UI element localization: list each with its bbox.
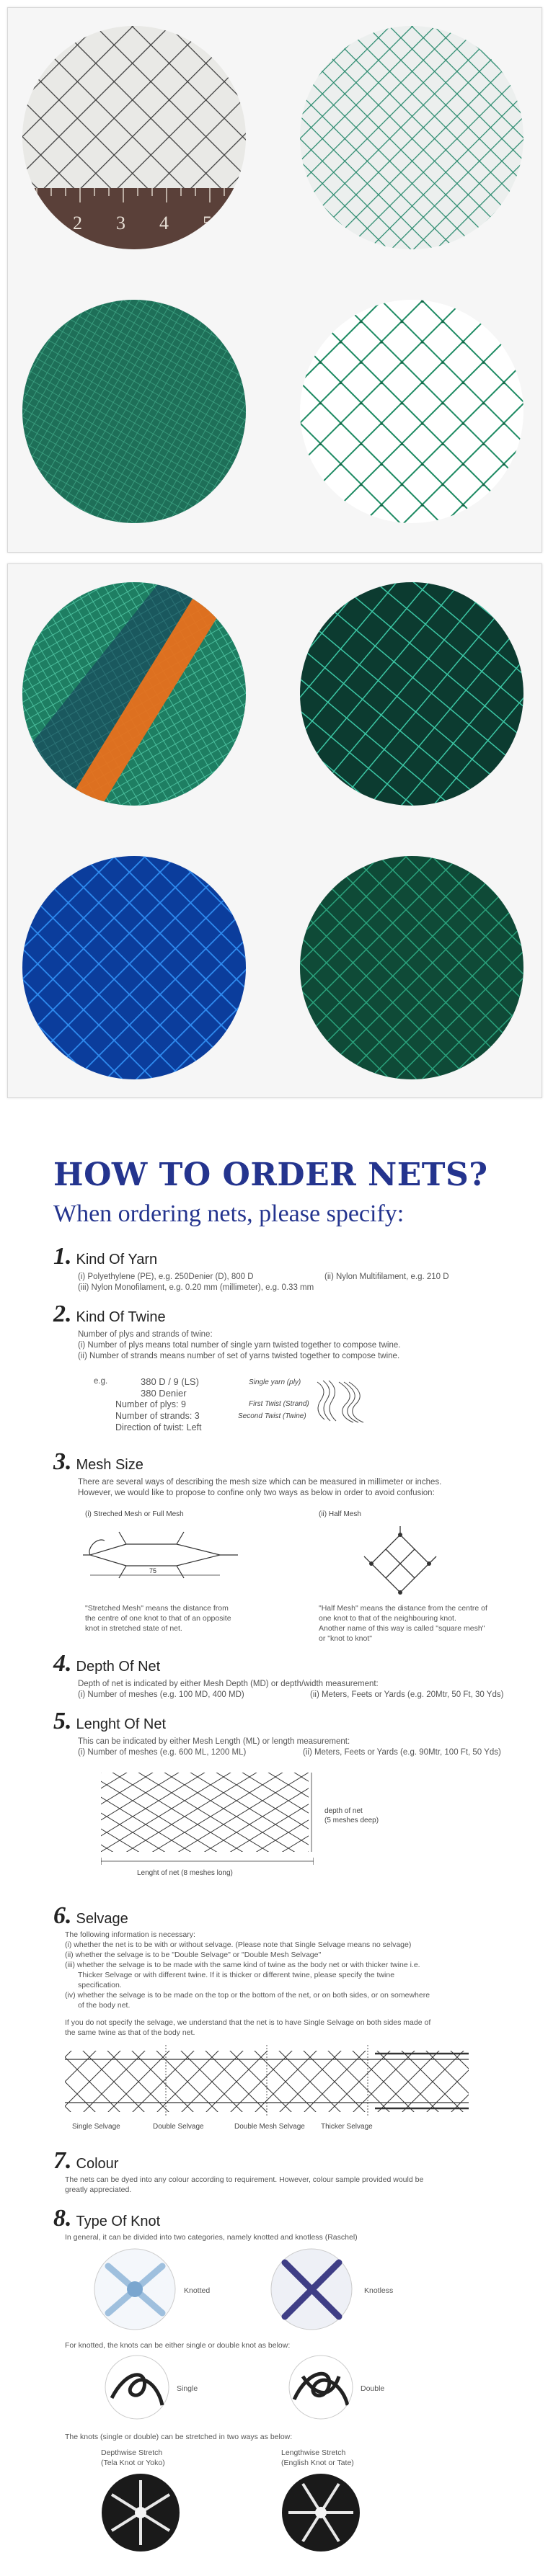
single-knot-icon <box>105 2355 169 2420</box>
selvage-line: the same twine as that of the body net. <box>65 2028 195 2037</box>
section-selvage <box>53 1902 128 1930</box>
single-label: Single <box>177 2384 198 2393</box>
twine-example: Number of plys: 9 <box>115 1399 186 1409</box>
twine-eg: e.g. <box>94 1377 108 1386</box>
photo-net-green-dense <box>22 300 246 523</box>
net-photo-icon <box>300 856 523 1079</box>
twine-diagram-label: First Twist (Strand) <box>249 1400 309 1408</box>
length-line: (i) Number of meshes (e.g. 600 ML, 1200 ML) <box>78 1748 247 1757</box>
photo-net-blue <box>22 856 246 1079</box>
section-kind-of-twine <box>53 1301 166 1328</box>
section-title: Lenght Of Net <box>76 1716 167 1732</box>
selvage-caption: Double Mesh Selvage <box>234 2123 305 2131</box>
twine-diagram-label: Single yarn (ply) <box>249 1378 301 1386</box>
ruler-net-photo-icon <box>22 26 246 249</box>
stretch-label: Lengthwise Stretch <box>281 2448 346 2457</box>
section-title: Kind Of Yarn <box>76 1252 158 1267</box>
depthwise-stretch-icon <box>101 2473 180 2552</box>
page-subtitle: When ordering nets, please specify: <box>53 1200 405 1227</box>
photo-panel-bottom <box>7 563 542 1098</box>
knot-line: The knots (single or double) can be stretched in two ways as below: <box>65 2433 293 2441</box>
stretch-label: Depthwise Stretch <box>101 2448 163 2457</box>
knot-line: For knotted, the knots can be either single or double knot as below: <box>65 2341 291 2350</box>
selvage-line: (iv) whether the selvage is to be made on the top or the bottom of the net, or on both sides, or on somewhere <box>65 1991 430 2000</box>
photo-net-ruler <box>22 26 246 249</box>
selvage-line: (iii) whether the selvage is to be made with the same kind of twine as the body net or with thicker twine i.e. <box>65 1961 420 1969</box>
selvage-line: (ii) whether the selvage is to be "Double Selvage" or "Double Mesh Selvage" <box>65 1951 322 1959</box>
knotless-icon <box>270 2248 353 2331</box>
section-number: 5. <box>53 1708 72 1734</box>
section-number: 8. <box>53 2205 72 2232</box>
knotted-icon <box>94 2248 177 2331</box>
twine-example: Direction of twist: Left <box>115 1422 202 1432</box>
mesh-label-stretched: (i) Streched Mesh or Full Mesh <box>85 1510 184 1518</box>
page-title: HOW TO ORDER NETS? <box>53 1156 488 1193</box>
ruler-number: 4 <box>159 213 169 233</box>
yarn-line: (i) Polyethylene (PE), e.g. 250Denier (D), 800 D <box>78 1273 254 1281</box>
yarn-line: (ii) Nylon Multifilament, e.g. 210 D <box>324 1273 449 1281</box>
lengthwise-stretch-icon <box>281 2473 361 2552</box>
mesh-dimension: 75 <box>149 1567 157 1574</box>
section-kind-of-yarn <box>53 1243 157 1270</box>
section-number: 1. <box>53 1243 72 1270</box>
mesh-label-half: (ii) Half Mesh <box>319 1510 361 1518</box>
section-depth-of-net <box>53 1650 160 1677</box>
section-title: Colour <box>76 2156 119 2172</box>
twine-line: Number of plys and strands of twine: <box>78 1330 213 1339</box>
mesh-desc: or "knot to knot" <box>319 1634 372 1643</box>
net-photo-icon <box>300 26 523 249</box>
net-photo-icon <box>300 300 523 523</box>
section-colour <box>53 2147 118 2175</box>
length-line: (ii) Meters, Feets or Yards (e.g. 90Mtr, 100 Ft, 50 Yds) <box>303 1748 501 1757</box>
twine-line: (i) Number of plys means total number of single yarn twisted together to compose twine. <box>78 1341 401 1350</box>
mesh-line: However, we would like to propose to confine only two ways as below in order to avoid confusion: <box>78 1489 435 1497</box>
selvage-line: of the body net. <box>78 2001 131 2010</box>
selvage-diagram-icon <box>65 2045 469 2117</box>
section-length-of-net <box>53 1708 166 1735</box>
photo-net-teal-loose <box>300 582 523 806</box>
mesh-desc: "Stretched Mesh" means the distance from <box>85 1604 229 1613</box>
yarn-line: (iii) Nylon Monofilament, e.g. 0.20 mm (millimeter), e.g. 0.33 mm <box>78 1283 314 1292</box>
length-line: This can be indicated by either Mesh Length (ML) or length measurement: <box>78 1737 350 1746</box>
twine-example: 380 D / 9 (LS) <box>141 1376 199 1387</box>
selvage-line: (i) whether the net is to be with or without selvage. (Please note that Single Selvage means no selvage) <box>65 1940 412 1949</box>
section-type-of-knot <box>53 2205 160 2232</box>
twine-diagram-label: Second Twist (Twine) <box>238 1412 306 1420</box>
knot-line: In general, it can be divided into two categories, namely knotted and knotless (Raschel) <box>65 2233 358 2242</box>
mesh-desc: knot in stretched state of net. <box>85 1624 182 1633</box>
length-label: Lenght of net (8 meshes long) <box>137 1869 233 1877</box>
net-photo-icon <box>22 856 246 1079</box>
colour-line: greatly appreciated. <box>65 2185 132 2194</box>
net-photo-icon <box>22 300 246 523</box>
photo-net-green-knotted <box>300 300 523 523</box>
ruler-number: 3 <box>116 213 125 233</box>
knotless-label: Knotless <box>364 2286 394 2295</box>
twine-twist-icon <box>310 1375 368 1425</box>
section-number: 4. <box>53 1650 72 1677</box>
selvage-line: The following information is necessary: <box>65 1930 195 1939</box>
net-photo-icon <box>300 582 523 806</box>
depth-label: (5 meshes deep) <box>324 1817 379 1824</box>
double-label: Double <box>361 2384 385 2393</box>
length-arrow-icon <box>101 1858 314 1865</box>
ruler-number: 5 <box>203 213 212 233</box>
selvage-line: Thicker Selvage or with different twine. If it is thicker or different twine, please specify the twine <box>78 1971 395 1979</box>
mesh-desc: "Half Mesh" means the distance from the centre of <box>319 1604 487 1613</box>
stretch-label: (English Knot or Tate) <box>281 2459 354 2467</box>
section-mesh-size <box>53 1448 143 1476</box>
depth-label: depth of net <box>324 1807 363 1815</box>
section-number: 2. <box>53 1301 72 1327</box>
stretched-mesh-icon <box>83 1526 242 1587</box>
photo-net-orange-green <box>22 582 246 806</box>
twine-line: (ii) Number of strands means number of set of yarns twisted together to compose twine. <box>78 1352 400 1360</box>
twine-example: 380 Denier <box>141 1388 187 1399</box>
knotted-label: Knotted <box>184 2286 211 2295</box>
section-title: Kind Of Twine <box>76 1309 166 1325</box>
net-photo-icon <box>22 582 246 806</box>
section-number: 3. <box>53 1448 72 1475</box>
net-grid-icon <box>94 1769 317 1852</box>
double-knot-icon <box>288 2355 353 2420</box>
depth-line: (i) Number of meshes (e.g. 100 MD, 400 MD) <box>78 1690 244 1699</box>
half-mesh-icon <box>361 1520 440 1600</box>
colour-line: The nets can be dyed into any colour according to requirement. However, colour sample provided would be <box>65 2175 424 2184</box>
section-title: Type Of Knot <box>76 2214 161 2229</box>
section-number: 7. <box>53 2147 72 2174</box>
stretch-label: (Tela Knot or Yoko) <box>101 2459 165 2467</box>
depth-line: Depth of net is indicated by either Mesh Depth (MD) or depth/width measurement: <box>78 1680 379 1688</box>
section-number: 6. <box>53 1902 72 1929</box>
section-title: Depth Of Net <box>76 1659 161 1675</box>
section-title: Mesh Size <box>76 1457 143 1473</box>
selvage-line: If you do not specify the selvage, we understand that the net is to have Single Selvage on both sides made of <box>65 2018 431 2027</box>
ruler-number: 2 <box>73 213 82 233</box>
selvage-caption: Single Selvage <box>72 2123 120 2131</box>
photo-panel-top <box>7 7 542 553</box>
mesh-desc: one knot to that of the neighbouring knot. <box>319 1614 456 1623</box>
selvage-caption: Double Selvage <box>153 2123 204 2131</box>
selvage-caption: Thicker Selvage <box>321 2123 373 2131</box>
photo-net-green-dark <box>300 856 523 1079</box>
section-title: Selvage <box>76 1911 128 1927</box>
selvage-line: specification. <box>78 1981 122 1989</box>
twine-example: Number of strands: 3 <box>115 1411 200 1421</box>
photo-net-green-fine <box>300 26 523 249</box>
mesh-desc: the centre of one knot to that of an opposite <box>85 1614 231 1623</box>
mesh-line: There are several ways of describing the mesh size which can be measured in millimeter or inches. <box>78 1478 442 1487</box>
depth-line: (ii) Meters, Feets or Yards (e.g. 20Mtr, 50 Ft, 30 Yds) <box>310 1690 504 1699</box>
mesh-desc: Another name of this way is called "square mesh" <box>319 1624 485 1633</box>
